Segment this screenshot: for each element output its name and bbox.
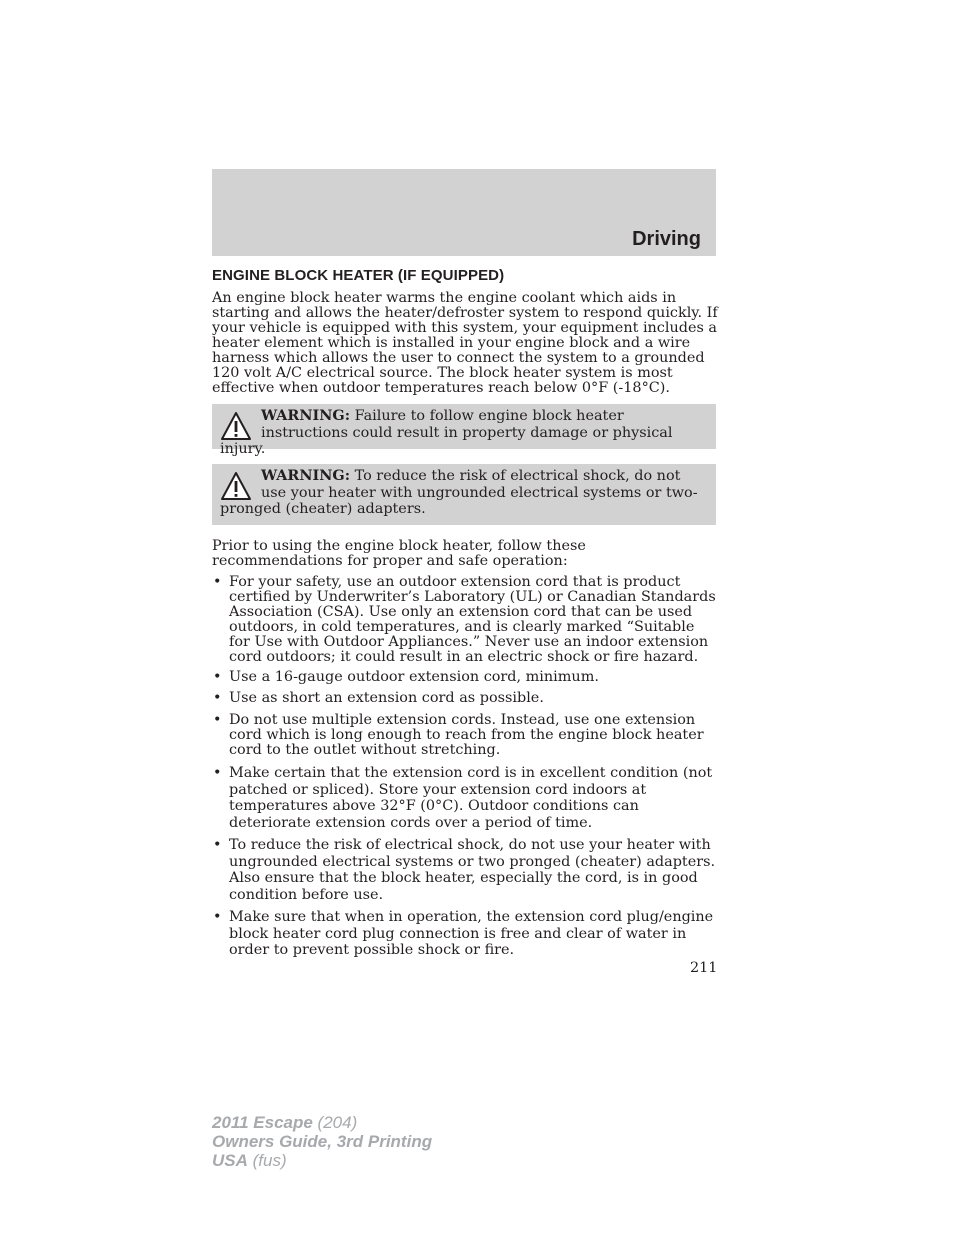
list-item: • Use a 16-gauge outdoor extension cord, minimum. (212, 670, 718, 685)
footer-line-guide: Owners Guide, 3rd Printing (212, 1132, 433, 1151)
warning-text: Failure to follow engine block heater instructions could result in property damage or physical injury. (220, 408, 673, 457)
list-item: • For your safety, use an outdoor extension cord that is product certified by Underwriter’s Laboratory (UL) or Canadian Standards Association (CSA). Use only an extension cord that can be used outdoors, in cold temperatures, and is clearly marked “Suitable for Use with Outdoor Appliances.” Never use an indoor extension cord outdoors; it could result in an electric shock or fire hazard. (212, 575, 718, 665)
list-item: • Use as short an extension cord as possible. (212, 691, 718, 706)
section-header-band (212, 169, 716, 256)
warning-triangle-icon (220, 411, 252, 441)
list-item: • To reduce the risk of electrical shock, do not use your heater with ungrounded electrical systems or two pronged (cheater) adapters. Also ensure that the block heater, especially the cord, is in good condition before use. (212, 837, 718, 903)
warning-box (212, 404, 716, 457)
document-footer (212, 1113, 432, 1170)
warning-label: WARNING: (261, 407, 351, 424)
list-item: • Make certain that the extension cord is in excellent condition (not patched or spliced). Store your extension cord indoors at temperatures above 32°F (0°C). Outdoor conditions can deteriorate extension cords over a period of time. (212, 765, 718, 831)
recommendations-intro: Prior to using the engine block heater, follow these recommendations for proper and safe operation: (212, 538, 586, 569)
warning-label: WARNING: (261, 467, 351, 484)
list-item: • Do not use multiple extension cords. Instead, use one extension cord which is long enough to reach from the engine block heater cord to the outlet without stretching. (212, 713, 718, 758)
warning-text: To reduce the risk of electrical shock, do not use your heater with ungrounded electrical systems or two-pronged (cheater) adapters. (220, 468, 698, 517)
footer-line-model: 2011 Escape (204) (212, 1113, 358, 1132)
section-heading: ENGINE BLOCK HEATER (IF EQUIPPED) (212, 267, 505, 284)
list-item: • Make sure that when in operation, the extension cord plug/engine block heater cord plug connection is free and clear of water in order to prevent possible shock or fire. (212, 909, 718, 959)
warning-triangle-icon (220, 471, 252, 501)
section-title: Driving (632, 228, 701, 250)
footer-line-market: USA (fus) (212, 1151, 287, 1170)
page-number: 211 (690, 960, 718, 976)
warning-box (212, 464, 716, 525)
recommendations-list (212, 575, 718, 959)
intro-paragraph: An engine block heater warms the engine coolant which aids in starting and allows the heater/defroster system to respond quickly. If your vehicle is equipped with this system, your equipment includes a heater element which is installed in your engine block and a wire harness which allows the user to connect the system to a grounded 120 volt A/C electrical source. The block heater system is most effective when outdoor temperatures reach below 0°F (-18°C). (212, 290, 718, 396)
